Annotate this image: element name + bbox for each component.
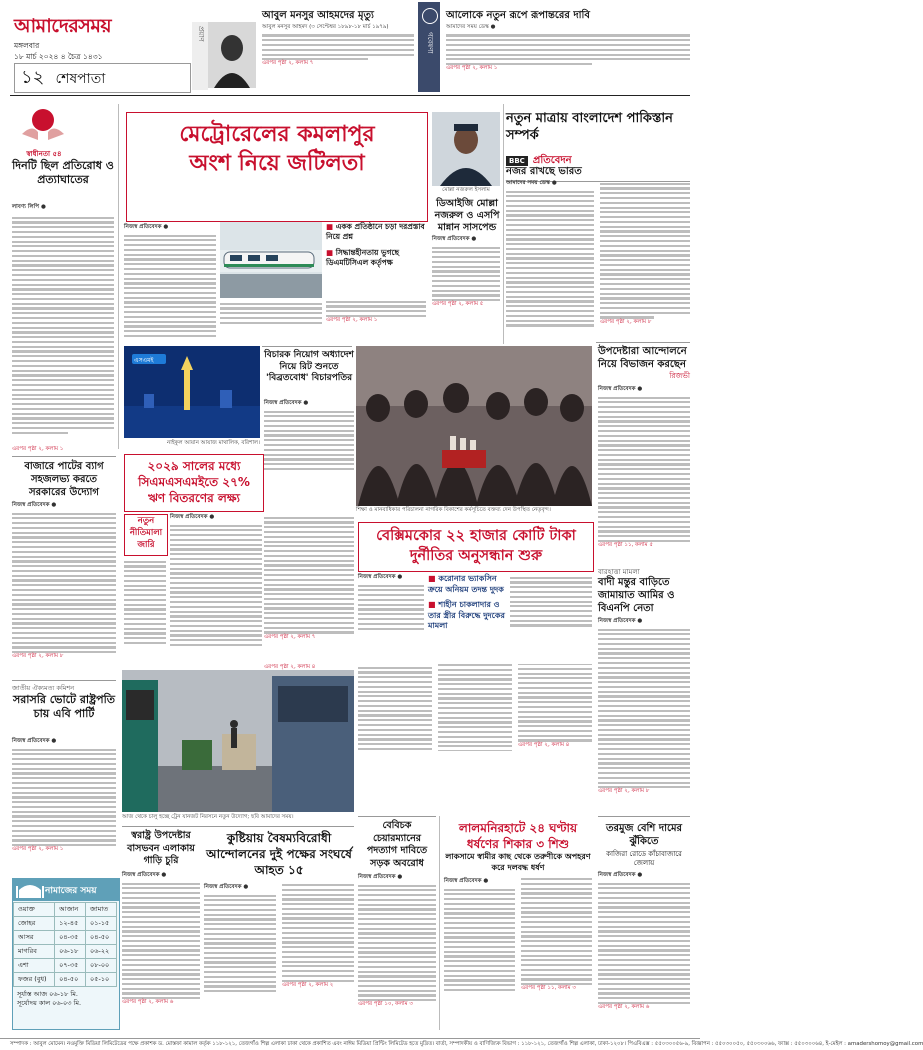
pakistan-continue: এরপর পৃষ্ঠা ২, কলাম ৮	[600, 318, 652, 325]
obit-body	[262, 24, 414, 84]
pakistan-body-2	[600, 180, 690, 340]
sabji-headline: বাজারে পাটের ব্যাগ সহজলভ্য করতে সরকারের উদ্যোগ	[24, 461, 104, 498]
home-advisor-body	[122, 872, 200, 1026]
metro-point-1: ■ একক প্রতিষ্ঠানে চড়া দরপ্রস্তাব নিয়ে প্রশ্ন	[326, 222, 425, 241]
section-rule	[598, 816, 690, 817]
microscope-icon	[422, 8, 438, 24]
obit-portrait	[208, 22, 256, 88]
bichar-body	[264, 400, 354, 512]
masthead-rule	[10, 95, 690, 96]
research-side-label	[418, 2, 440, 92]
murder-case-continue: এরপর পৃষ্ঠা ২, কলাম ৮	[598, 788, 650, 795]
research-body	[446, 24, 690, 88]
section-rule	[596, 342, 690, 343]
lalmonirhat-headline: লালমনিরহাটে ২৪ ঘণ্টায় ধর্ষণের শিকার ৩ শিশু	[458, 821, 578, 851]
advisor-body	[598, 386, 690, 562]
price-headline: তরমুজ বেশি দামের ঝুঁকিতে	[605, 823, 683, 847]
prayer-title: নামাজের সময়	[45, 886, 97, 896]
price-body	[598, 872, 690, 1026]
cmsme-ad-image	[124, 346, 260, 438]
lalmonirhat-continue: এরপর পৃষ্ঠা ১১, কলাম ৩	[521, 985, 576, 992]
table-row	[14, 917, 117, 931]
murder-case-label: বারহাত্তা মামলা	[598, 568, 640, 576]
beximco-continue: এরপর পৃষ্ঠা ২, কলাম ৪	[518, 741, 570, 748]
ad-label: এসএমই	[134, 357, 154, 364]
section-rule	[358, 816, 436, 817]
prayer-table	[13, 902, 117, 987]
bullet-icon: ■	[326, 222, 336, 231]
metro-point-2: ■ সিদ্ধান্তহীনতায় ভুগছে ডিএমটিসিএল কর্তৃপক্ষ	[326, 248, 400, 267]
sabji-continue: এরপর পৃষ্ঠা ২, কলাম ৮	[12, 653, 64, 660]
jamat-time: ০৫-১০	[86, 973, 117, 987]
kushtia-body	[204, 884, 354, 1026]
metro-callouts	[326, 222, 426, 296]
prayer-name: আসর	[14, 931, 55, 945]
bbc-tag	[506, 148, 690, 166]
prayer-table-header	[14, 903, 117, 917]
bichar-byline: নিজস্ব প্রতিবেদক ●	[264, 400, 309, 406]
section-rule	[262, 346, 352, 347]
press-conference-photo	[356, 346, 592, 506]
research-continue: এরপর পৃষ্ঠা ২, কলাম ১	[446, 65, 498, 72]
section-rule	[12, 456, 116, 457]
price-continue: এরপর পৃষ্ঠা ২, কলাম ৬	[598, 1004, 650, 1011]
party-label: জাতীয় ঐক্যমত্য কমিশন	[12, 684, 75, 692]
col-jamat: জামাত	[86, 903, 117, 917]
cmsme-headline-box	[124, 454, 264, 512]
table-row	[14, 945, 117, 959]
kushtia-headline: কুষ্টিয়ায় বৈষম্যবিরোধী আন্দোলনের দুই পক্ষের সংঘর্ষে আহত ১৫	[206, 831, 352, 877]
text-lines	[12, 214, 114, 434]
beximco-body-2	[510, 574, 592, 662]
officer-portrait-illustration	[432, 112, 500, 186]
party-byline: নিজস্ব প্রতিবেদক ●	[12, 738, 57, 744]
azan-time: ১২-৪৫	[55, 917, 86, 931]
section-rule	[12, 680, 116, 681]
beximco-point-2: ■ শাহীন চাকলাদার ও তার স্ত্রীর বিরুদ্ধে দুদকের মামলা	[428, 600, 505, 630]
azan-time: ০৪-৫০	[55, 973, 86, 987]
chairman-headline: বেবিচক চেয়ারম্যানের পদত্যাগ দাবিতে সড়ক অবরোধ	[366, 820, 428, 869]
bichar-headline: বিচারক নিয়োগ অধ্যাদেশ নিয়ে রিট শুনতে 'বিব্রতবোধ' বিচারপতির	[264, 350, 354, 383]
prayer-name: এশা	[14, 959, 55, 973]
dig-headline: ডিআইজি মোল্লা নজরুল ও এসপি মান্নান সাসপেন্ড	[434, 198, 500, 233]
bbc-logo: BBC	[506, 156, 528, 166]
beximco-headline-box	[358, 522, 594, 572]
metro-body-2	[220, 300, 322, 344]
prayer-name: মাগরিব	[14, 945, 55, 959]
sabji-body	[12, 502, 116, 676]
dateline	[14, 40, 184, 62]
azan-time: ০৪-৩৫	[55, 931, 86, 945]
advisor-speaker: রিজভী	[669, 371, 690, 380]
newspaper-logo[interactable]	[14, 8, 164, 44]
obit-dates: আবুল মনসুর আহমদ (৩ সেপ্টেম্বর ১৮৯৮-১৮ মার্চ ১৯৭৯)	[262, 24, 389, 30]
jamat-time: ০৮-০০	[86, 959, 117, 973]
home-advisor-continue: এরপর পৃষ্ঠা ২, কলাম ৬	[122, 999, 174, 1006]
beximco-headline: বেক্সিমকোর ২২ হাজার কোটি টাকা দুর্নীতির অনুসন্ধান শুরু	[376, 528, 576, 564]
prayer-name: ফজর (বুধ)	[14, 973, 55, 987]
press-conference-illustration	[356, 346, 592, 506]
obit-title: আবুল মনসুর আহমদের মৃত্যু	[262, 10, 374, 21]
metro-continue: এরপর পৃষ্ঠা ২, কলাম ১	[326, 317, 378, 324]
col-azan: আজান	[55, 903, 86, 917]
beximco-callouts	[428, 574, 506, 660]
bullet-icon: ■	[428, 600, 439, 609]
table-row	[14, 959, 117, 973]
dig-portrait	[432, 112, 500, 186]
sunrise-time: সূর্যোদয় কাল ০৬-০৩ মি.	[17, 999, 82, 1007]
cmsme-body-2	[124, 558, 166, 662]
sun-times	[13, 987, 119, 1008]
advisor-headline: উপদেষ্টারা আন্দোলনে নিয়ে বিভাজন করছেন	[598, 346, 687, 370]
party-body	[12, 738, 116, 866]
pakistan-byline: আমাদের সময় ডেস্ক ●	[506, 180, 557, 186]
chairman-byline: নিজস্ব প্রতিবেদক ●	[358, 874, 403, 880]
prayer-name: জোহর	[14, 917, 55, 931]
col-rule	[439, 816, 440, 1030]
murder-case-headline: বাদী মন্তুর বাড়িতে জামায়াত আমির ও বিএনপি নেতা	[598, 577, 675, 614]
metro-headline-1: মেট্রোরেলের কমলাপুর	[179, 122, 375, 147]
bbc-report-label: প্রতিবেদন	[532, 155, 572, 166]
price-subhead: কাজিরা রোডে কাঁচাবাজারে জেলায়	[606, 850, 682, 867]
traffic-illustration	[122, 670, 354, 812]
cmsme-headline: ২০২৯ সালের মধ্যে সিএমএসএমইতে ২৭% ঋণ বিতরণের লক্ষ্য	[138, 459, 250, 505]
beximco-body-1	[358, 574, 424, 662]
metro-train-photo	[220, 222, 322, 298]
raised-hands-icon	[14, 104, 72, 148]
portrait-illustration	[208, 22, 256, 88]
metro-body-1	[124, 224, 216, 344]
date: ১৮ মার্চ ২০২৪ ৪ চৈত্র ১৪৩১	[14, 52, 103, 61]
murder-case-body	[598, 618, 690, 812]
azan-time: ০৬-১৮	[55, 945, 86, 959]
advisor-continue: এরপর পৃষ্ঠা ১১, কলাম ৫	[598, 542, 653, 549]
azan-time: ০৭-৩৫	[55, 959, 86, 973]
table-row	[14, 973, 117, 987]
pakistan-subhead: নজর রাখছে ভারত	[506, 164, 690, 182]
press-photo-caption: শিক্ষা ও মানবাধিকার পরিচালনা নাগরিক বিকাশের কর্মসূচিতে বক্তব্য দেন উপস্থিত নেতৃবৃন্দ।	[356, 507, 551, 513]
party-headline: সরাসরি ভোটে রাষ্ট্রপতি চায় এবি পার্টি	[12, 693, 115, 720]
murder-case-byline: নিজস্ব প্রতিবেদক ●	[598, 618, 643, 624]
cmsme-body-1	[170, 514, 262, 662]
dig-body	[432, 236, 500, 340]
bullet-icon: ■	[428, 574, 439, 583]
chairman-continue: এরপর পৃষ্ঠা ১০, কলাম ৩	[358, 1001, 413, 1008]
section-rule	[122, 826, 354, 827]
beximco-body-3	[358, 664, 592, 812]
street-traffic-photo	[122, 670, 354, 812]
independence-byline: লাবণ্য লিপি ●	[12, 204, 46, 210]
dig-photo-caption: মোল্লা নজরুল ইসলাম	[442, 187, 490, 193]
sunset-time: সূর্যাস্ত আজ ০৬-১৮ মি.	[17, 990, 78, 998]
metro-headline-box	[126, 112, 428, 222]
independence-badge-label: স্বাধীনতা ৫৪	[26, 150, 62, 158]
col-rule	[503, 104, 504, 344]
metro-headline-2: অংশ নিয়ে জটিলতা	[189, 151, 365, 176]
bichar-continue: এরপর পৃষ্ঠা ২, কলাম ৭	[264, 633, 316, 640]
home-advisor-headline: স্বরাষ্ট্র উপদেষ্টার বাসভবন এলাকায় গাড়ি চুরি	[127, 830, 195, 866]
independence-continue: এরপর পৃষ্ঠা ২, কলাম ১	[12, 446, 64, 453]
cmsme-tag: নতুন নীতিমালা জারি	[124, 514, 168, 556]
sabji-byline: নিজস্ব প্রতিবেদক ●	[12, 502, 57, 508]
metro-train-illustration	[220, 222, 322, 298]
metro-body-3	[326, 298, 426, 344]
jamat-time: ০১-১৫	[86, 917, 117, 931]
page-name: শেষপাতা	[55, 71, 106, 87]
obit-label: প্রয়াণ	[197, 26, 205, 42]
home-advisor-byline: নিজস্ব প্রতিবেদক ●	[122, 872, 167, 878]
lalmonirhat-byline: নিজস্ব প্রতিবেদক ●	[444, 878, 489, 884]
prayer-header	[13, 879, 119, 901]
research-title: আলোকে নতুন রূপে রূপান্তরের দাবি	[446, 10, 590, 21]
col-waqt: ওয়াক্ত	[14, 903, 55, 917]
prayer-times-box	[12, 878, 120, 1030]
obit-continue: এরপর পৃষ্ঠা ২, কলাম ৭	[262, 60, 314, 67]
advisor-byline: নিজস্ব প্রতিবেদক ●	[598, 386, 643, 392]
logo-text: আমাদেরসময়	[14, 15, 112, 37]
cmsme-photo-caption: নাইকুল আয়ান আয়াজ মাথালিক, বরিশাল।	[166, 440, 260, 446]
research-label: গবেষণা	[426, 32, 434, 54]
kushtia-continue: এরপর পৃষ্ঠা ২, কলাম ২	[282, 981, 334, 988]
metro-byline: নিজস্ব প্রতিবেদক ●	[124, 224, 169, 230]
dig-byline: নিজস্ব প্রতিবেদক ●	[432, 236, 477, 242]
dig-continue: এরপর পৃষ্ঠা ২, কলাম ৫	[432, 301, 484, 308]
chairman-body	[358, 874, 436, 1026]
kushtia-byline: নিজস্ব প্রতিবেদক ●	[204, 884, 249, 890]
cmsme-continue: এরপর পৃষ্ঠা ২, কলাম ৪	[264, 664, 316, 670]
table-row	[14, 931, 117, 945]
research-byline: আমাদের সময় ডেস্ক ●	[446, 24, 496, 30]
street-photo-caption: আজ থেকে চালু হচ্ছে ট্রেন যানজট নিরসনে নতুন উদ্যোগ; ছবি আমাদের সময়।	[122, 814, 294, 820]
cmsme-byline: নিজস্ব প্রতিবেদক ●	[170, 514, 215, 520]
day: মঙ্গলবার	[14, 41, 40, 50]
bullet-icon: ■	[326, 248, 336, 257]
beximco-point-1: ■ করোনার ভ্যাকসিন ক্রয়ে অনিয়ম তদন্ত দুদক	[428, 574, 504, 594]
independence-body	[12, 204, 114, 454]
obit-side-label	[192, 22, 208, 90]
page-number: ১২	[21, 67, 45, 88]
price-byline: নিজস্ব প্রতিবেদক ●	[598, 872, 643, 878]
beximco-byline: নিজস্ব প্রতিবেদক ●	[358, 574, 403, 580]
pakistan-body-1	[506, 180, 594, 340]
lalmonirhat-body	[444, 878, 592, 1026]
col-rule	[118, 104, 119, 449]
independence-headline: দিনটি ছিল প্রতিরোধ ও প্রত্যাঘাতের	[12, 159, 114, 186]
cmsme-body-3	[264, 514, 354, 662]
pakistan-headline: নতুন মাত্রায় বাংলাদেশ পাকিস্তান সম্পর্ক	[506, 111, 673, 143]
independence-badge	[14, 104, 72, 148]
jamat-time: ০৪-৫০	[86, 931, 117, 945]
jamat-time: ০৬-২২	[86, 945, 117, 959]
lalmonirhat-subhead: লাকসামে স্বামীর কাছ থেকে তরুণীকে অপহরণ করে দলবদ্ধ ধর্ষণ	[445, 852, 591, 872]
mosque-icon	[15, 880, 45, 900]
page-label	[14, 63, 191, 93]
party-continue: এরপর পৃষ্ঠা ২, কলাম ১	[12, 846, 64, 853]
imprint-footer: সম্পাদক : আবুল মোমেন। নওমুক্তি মিডিয়া লিমিটেডের পক্ষে প্রকাশক ড. মোস্তফা কামাল কর্তৃক ১১৮-১২১, তেজগাঁও শিল্প এলাকা ঢাকা থেকে প্রকাশিত এবং নাঈম মিডিয়া প্রিন্টিং লিমিটেড হতে মুদ্রিত। বার্তা, সম্পাদকীয় ও বাণিজ্যিক বিভাগ : ১১৮-১২১, তেজগাঁও শিল্প এলাকা, ঢাকা-১২০৮। পিএবিএক্স : ৫৫০৩০০৫৬-৯, বিজ্ঞাপন : ৫৫০৩০০৫০, ৫৫০৩০০৬৬, ফ্যাক্স : ৫৫০৩০০৬৪, ই-মেইল : amadershomoy@gmail.com	[0, 1038, 700, 1050]
